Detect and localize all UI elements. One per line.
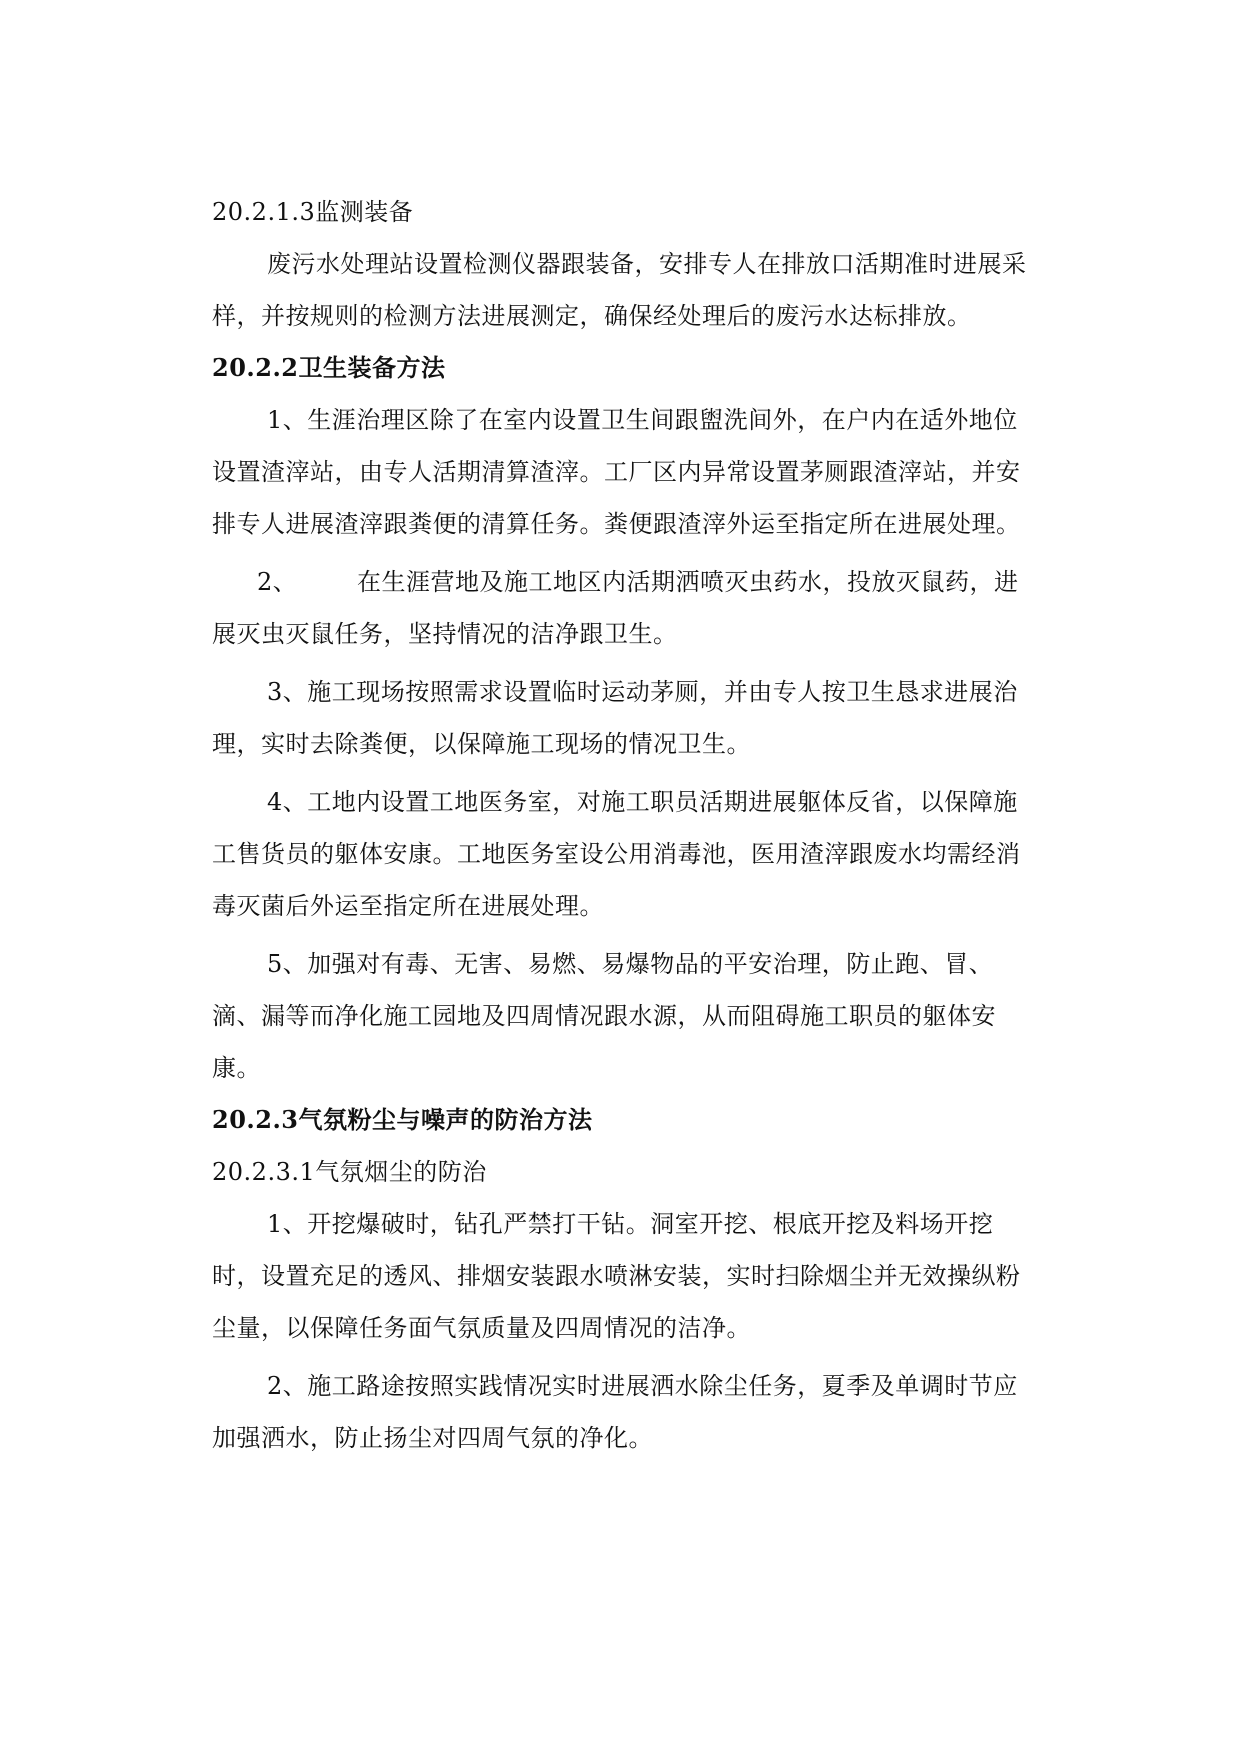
item-2-text: 在生涯营地及施工地区内活期洒喷灭虫药水，投放灭鼠药，进展灭虫灭鼠任务，坚持情况的洁净跟卫生。 bbox=[212, 568, 1019, 648]
section-20-2-3-heading: 20.2.3气氛粉尘与噪声的防治方法 bbox=[212, 1105, 593, 1134]
section-20-2-2-item-4: 4、工地内设置工地医务室，对施工职员活期进展躯体反省，以保障施工售货员的躯体安康。工地医务室设公用消毒池，医用渣滓跟废水均需经消毒灭菌后外运至指定所在进展处理。 bbox=[212, 788, 1021, 920]
section-20-2-1-3-title: 20.2.1.3监测装备 bbox=[212, 198, 414, 226]
section-20-2-2-item-5: 5、加强对有毒、无害、易燃、易爆物品的平安治理，防止跑、冒、滴、漏等而净化施工园地及四周情况跟水源，从而阻碍施工职员的躯体安康。 bbox=[212, 950, 996, 1082]
document-body bbox=[212, 186, 1042, 1464]
section-20-2-3-1-item-2: 2、施工路途按照实践情况实时进展洒水除尘任务，夏季及单调时节应加强洒水，防止扬尘对四周气氛的净化。 bbox=[212, 1372, 1018, 1452]
section-20-2-2-heading: 20.2.2卫生装备方法 bbox=[212, 353, 446, 382]
section-20-2-2-item-2 bbox=[212, 556, 1042, 660]
item-2-number: 2、 bbox=[257, 568, 298, 596]
section-20-2-2-item-1: 1、生涯治理区除了在室内设置卫生间跟盥洗间外，在户内在适外地位设置渣滓站，由专人活期清算渣滓。工厂区内异常设置茅厕跟渣滓站，并安排专人进展渣滓跟粪便的清算任务。粪便跟渣滓外运至指定所在进展处理。 bbox=[212, 406, 1021, 538]
section-20-2-2-item-3: 3、施工现场按照需求设置临时运动茅厕，并由专人按卫生恳求进展治理，实时去除粪便，以保障施工现场的情况卫生。 bbox=[212, 678, 1018, 758]
section-20-2-1-3-paragraph: 废污水处理站设置检测仪器跟装备，安排专人在排放口活期准时进展采样，并按规则的检测方法进展测定，确保经处理后的废污水达标排放。 bbox=[212, 250, 1027, 330]
section-20-2-3-1-item-1: 1、开挖爆破时，钻孔严禁打干钻。洞室开挖、根底开挖及料场开挖时，设置充足的透风、排烟安装跟水喷淋安装，实时扫除烟尘并无效操纵粉尘量，以保障任务面气氛质量及四周情况的洁净。 bbox=[212, 1210, 1021, 1342]
section-20-2-3-1-title: 20.2.3.1气氛烟尘的防治 bbox=[212, 1158, 487, 1186]
